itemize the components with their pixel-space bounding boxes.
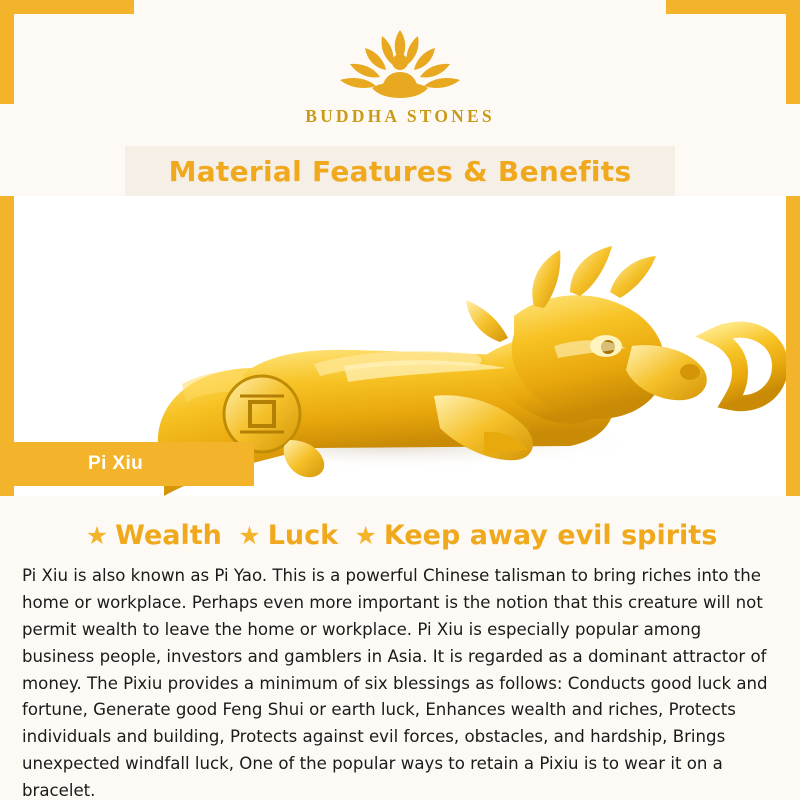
description-paragraph: Pi Xiu is also known as Pi Yao. This is a powerful Chinese talisman to bring riches into the home or workplace. Perhaps even more important is the notion that this creature will not permit wealth to leave the home or workplace. Pi Xiu is especially popular among business people, investors and gamblers in Asia. It is regarded as a dominant attractor of money. The Pixiu provides a minimum of six blessings as follows: Conducts good luck and fortune, Generate good Feng Shui or earth luck, Enhances wealth and riches, Protects individuals and building, Protects against evil forces, obstacles, and hardship, Brings unexpected windfall luck, One of the popular ways to retain a Pixiu is to wear it on a bracelet. [22,566,768,800]
benefits-headline [0,500,800,551]
star-icon: ★ [354,521,377,550]
side-bar-left [0,196,14,496]
benefit-item-luck: Luck [267,520,339,551]
lotus-meditation-figure-icon [310,22,490,104]
star-icon: ★ [238,521,261,550]
photo-caption-tab [14,442,254,486]
page-title: Material Features & Benefits [168,154,632,188]
benefit-item-evil-spirits: Keep away evil spirits [383,520,718,551]
header [0,0,800,148]
side-bar-right [786,196,800,496]
benefit-item-wealth: Wealth [115,520,222,551]
section-title-band [125,146,675,196]
star-icon: ★ [85,521,109,550]
brand-name: BUDDHA STONES [305,106,495,126]
description-section [0,500,800,800]
photo-caption-label: Pi Xiu [88,453,144,474]
